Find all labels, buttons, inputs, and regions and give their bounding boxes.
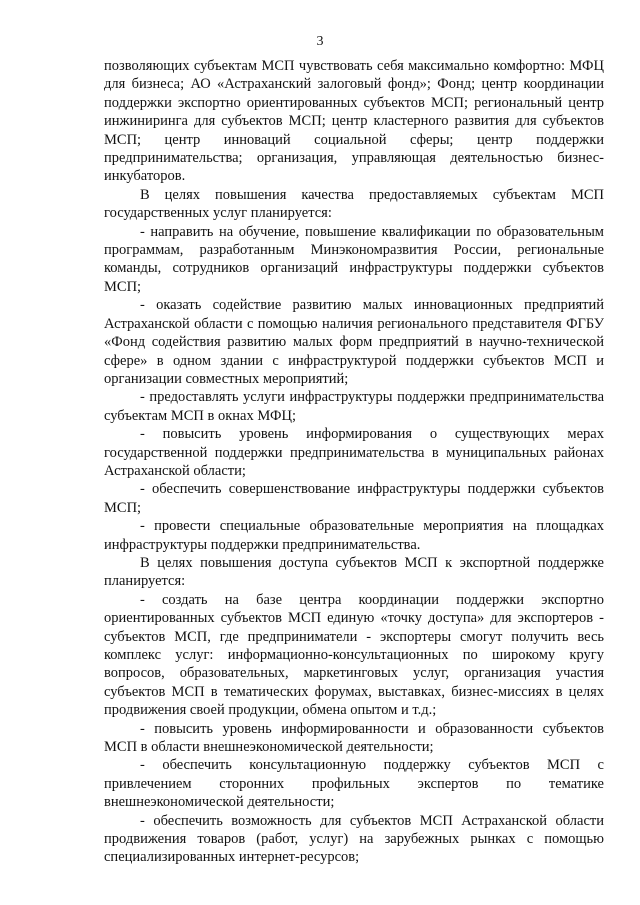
list-item-education-events: - провести специальные образовательные мероприятия на площадках инфраструктуры поддержки предпринимательства. <box>104 518 604 553</box>
list-item-consulting: - обеспечить консультационную поддержку субъектов МСП с привлечением сторонних профильных экспертов по тематике внешнеэкономической деятельности; <box>104 757 604 811</box>
page-number: 3 <box>316 34 324 49</box>
list-item-mfc-services: - предоставлять услуги инфраструктуры поддержки предпринимательства субъектам МСП в окнах МФЦ; <box>104 389 604 424</box>
list-item-infrastructure: - обеспечить совершенствование инфраструктуры поддержки субъектов МСП; <box>104 481 604 516</box>
list-item-informing: - повысить уровень информирования о существующих мерах государственной поддержки предпринимательства в муниципальных районах Астраханской области; <box>104 426 604 479</box>
paragraph-export-intro: В целях повышения доступа субъектов МСП к экспортной поддержке планируется: <box>104 554 604 590</box>
list-item-promotion: - обеспечить возможность для субъектов МСП Астраханской области продвижения товаров (работ, услуг) на зарубежных рынках с помощью специализированных интернет-ресурсов; <box>104 812 604 866</box>
paragraph-quality-intro: В целях повышения качества предоставляемых субъектам МСП государственных услуг планируется: <box>104 186 604 222</box>
body-text <box>104 57 604 867</box>
paragraph-continuation: позволяющих субъектам МСП чувствовать себя максимально комфортно: МФЦ для бизнеса; АО «Астраханский залоговый фонд»; Фонд; центр координации поддержки экспортно ориентированных субъектов МСП; региональный центр инжиниринга для субъектов МСП; центр кластерного развития для субъектов МСП; центр инноваций социальной сферы; центр поддержки предпринимательства; организация, управляющая деятельностью бизнес-инкубаторов. <box>104 58 604 185</box>
list-item-training: - направить на обучение, повышение квалификации по образовательным программам, разработанным Минэкономразвития России, региональные команды, сотрудников организаций инфраструктуры поддержки субъектов МСП; <box>104 223 604 295</box>
list-item-export-awareness: - повысить уровень информированности и образованности субъектов МСП в области внешнеэкономической деятельности; <box>104 720 604 756</box>
list-item-innovation: - оказать содействие развитию малых инновационных предприятий Астраханской области с помощью наличия регионального представителя ФГБУ «Фонд содействия развитию малых форм предприятий в научно-технической сфере» в одном здании с инфраструктурой поддержки субъектов МСП и организации совместных мероприятий; <box>104 297 604 387</box>
list-item-access-point: - создать на базе центра координации поддержки экспортно ориентированных субъектов МСП единую «точку доступа» для экспортеров - субъектов МСП, где предприниматели - экспортеры смогут получить весь комплекс услуг: информационно-консультационных по широкому кругу вопросов, образовательных, маркетинговых услуг, организация участия субъектов МСП в тематических форумах, выставках, бизнес-миссиях в целях продвижения своей продукции, обмена опытом и т.д.; <box>104 591 604 719</box>
